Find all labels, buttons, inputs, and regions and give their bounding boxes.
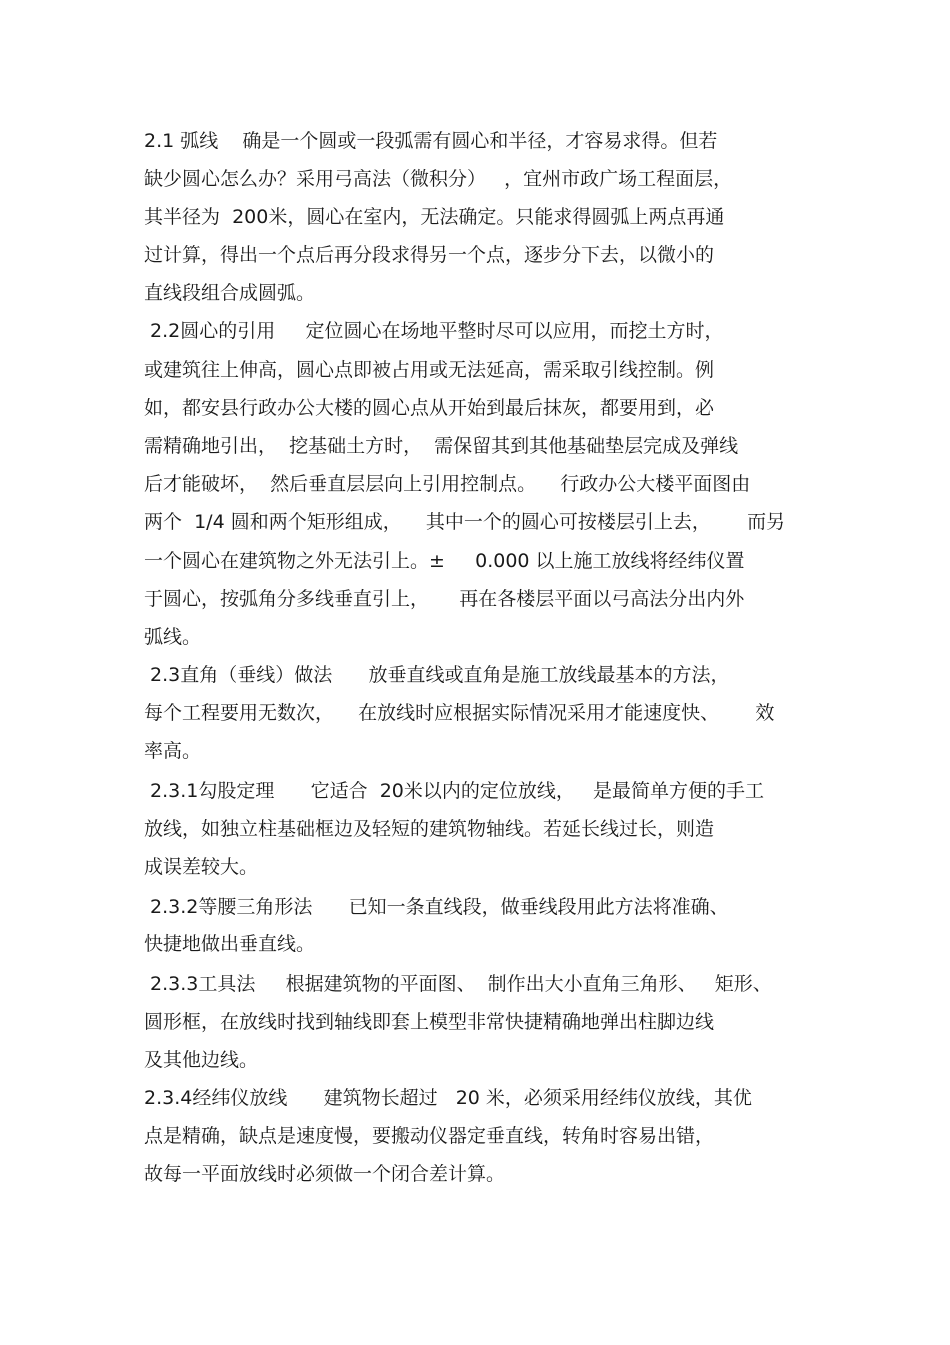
text-line: 2.3.1勾股定理 它适合 20米以内的定位放线， 是最简单方便的手工 — [144, 780, 764, 802]
text-line: 率高。 — [144, 740, 202, 762]
text-line: 其半径为 200米，圆心在室内，无法确定。只能求得圆弧上两点再通 — [144, 206, 725, 228]
text-line: 于圆心，按弧角分多线垂直引上， 再在各楼层平面以弓高法分出内外 — [144, 588, 745, 610]
text-line: 直线段组合成圆弧。 — [144, 282, 316, 304]
text-line: 两个 1/4 圆和两个矩形组成， 其中一个的圆心可按楼层引上去， 而另 — [144, 511, 786, 533]
text-line: 或建筑往上伸高，圆心点即被占用或无法延高，需采取引线控制。例 — [144, 359, 715, 381]
text-line: 缺少圆心怎么办？采用弓高法（微积分） ，宜州市政广场工程面层， — [144, 168, 733, 190]
text-line: 故每一平面放线时必须做一个闭合差计算。 — [144, 1163, 506, 1185]
text-line: 一个圆心在建筑物之外无法引上。± 0.000 以上施工放线将经纬仪置 — [144, 550, 745, 572]
text-line: 快捷地做出垂直线。 — [144, 933, 316, 955]
text-line: 成误差较大。 — [144, 856, 259, 878]
text-line: 过计算，得出一个点后再分段求得另一个点，逐步分下去，以微小的 — [144, 244, 715, 266]
text-line: 2.3直角（垂线）做法 放垂直线或直角是施工放线最基本的方法， — [144, 664, 730, 686]
text-line: 点是精确，缺点是速度慢，要搬动仪器定垂直线，转角时容易出错， — [144, 1125, 715, 1147]
text-line: 2.3.2等腰三角形法 已知一条直线段，做垂线段用此方法将准确、 — [144, 896, 729, 918]
text-line: 2.3.3工具法 根据建筑物的平面图、 制作出大小直角三角形、 矩形、 — [144, 973, 772, 995]
text-line: 及其他边线。 — [144, 1049, 259, 1071]
text-line: 2.1 弧线 确是一个圆或一段弧需有圆心和半径，才容易求得。但若 — [144, 130, 718, 152]
text-line: 如，都安县行政办公大楼的圆心点从开始到最后抹灰，都要用到，必 — [144, 397, 715, 419]
text-line: 后才能破坏， 然后垂直层层向上引用控制点。 行政办公大楼平面图由 — [144, 473, 751, 495]
text-line: 弧线。 — [144, 626, 202, 648]
text-line: 2.3.4经纬仪放线 建筑物长超过 20 米，必须采用经纬仪放线，其优 — [144, 1087, 752, 1109]
text-line: 放线，如独立柱基础框边及轻短的建筑物轴线。若延长线过长，则造 — [144, 818, 715, 840]
text-line: 需精确地引出， 挖基础土方时， 需保留其到其他基础垫层完成及弹线 — [144, 435, 739, 457]
text-line: 2.2圆心的引用 定位圆心在场地平整时尽可以应用，而挖土方时， — [144, 320, 724, 342]
text-line: 圆形框，在放线时找到轴线即套上模型非常快捷精确地弹出柱脚边线 — [144, 1011, 715, 1033]
text-line: 每个工程要用无数次， 在放线时应根据实际情况采用才能速度快、 效 — [144, 702, 775, 724]
